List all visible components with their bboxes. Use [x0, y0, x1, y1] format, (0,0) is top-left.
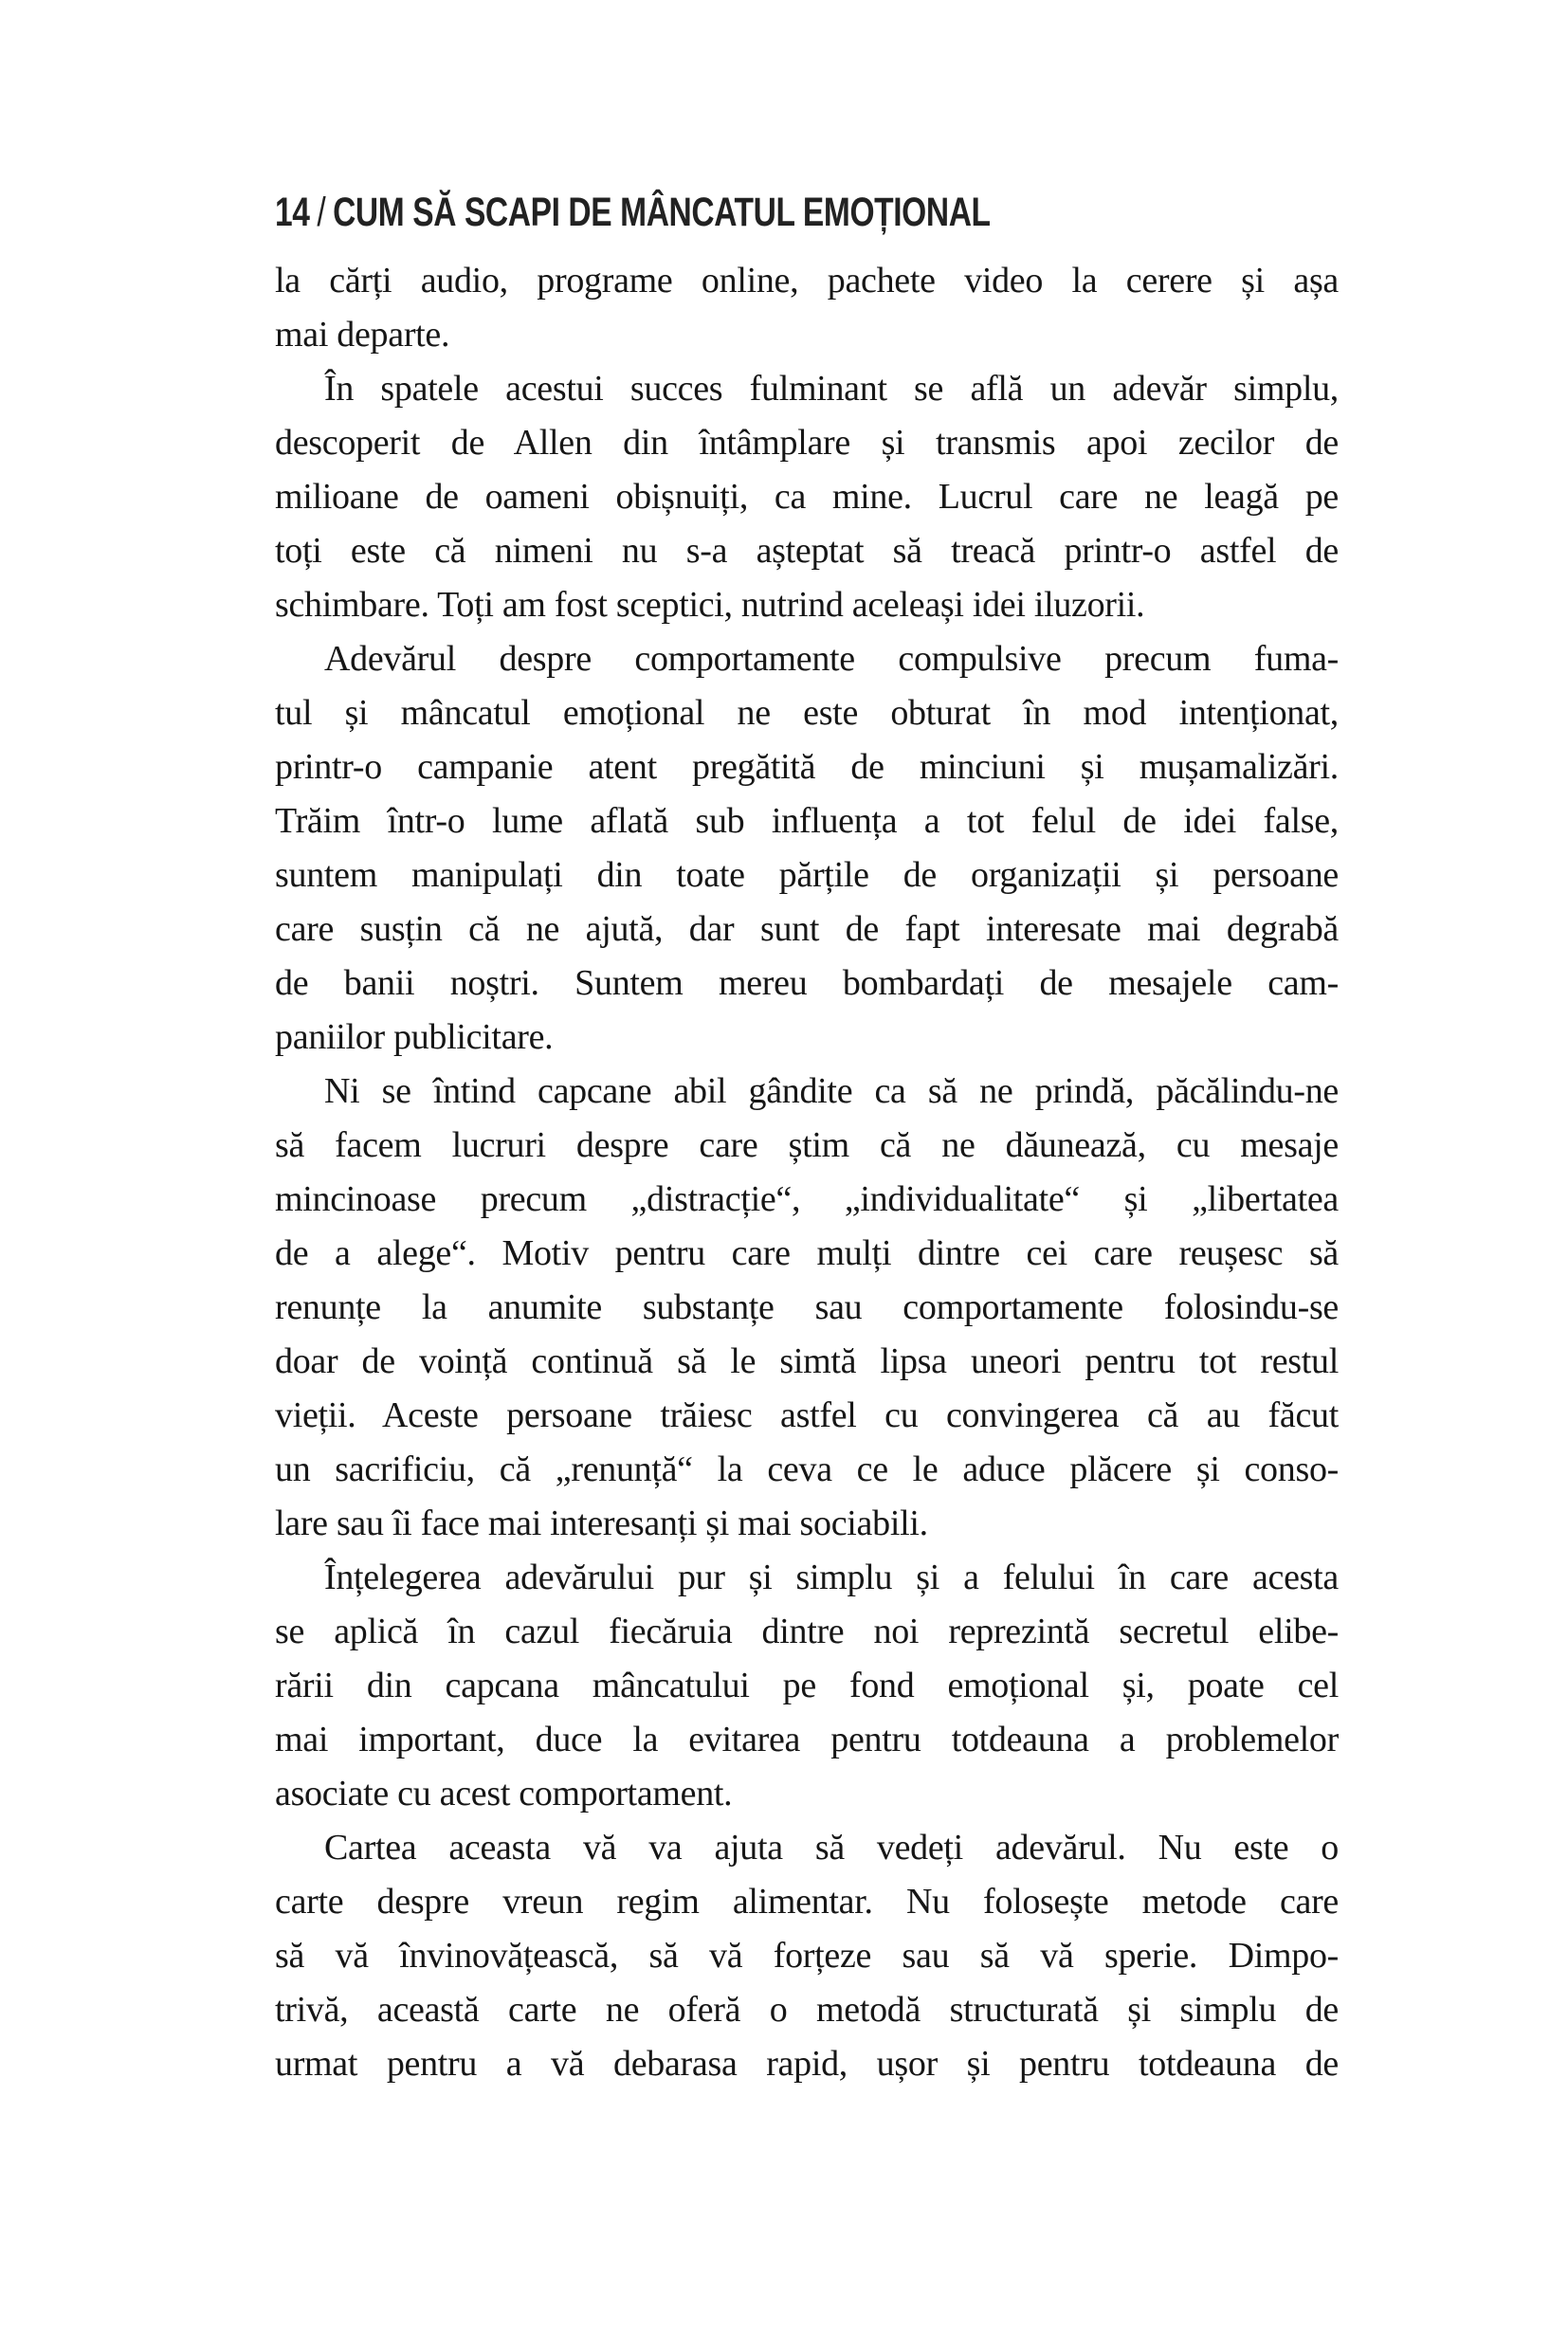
page-number: 14: [275, 190, 310, 235]
text-line: Ni se întind capcane abil gândite ca să ne prindă, păcălindu-ne: [324, 1071, 1339, 1111]
paragraph: [275, 254, 1339, 362]
text-line: de a alege“. Motiv pentru care mulți dintre cei care reușesc să: [275, 1233, 1339, 1273]
text-line: un sacrificiu, că „renunță“ la ceva ce le aduce plăcere și conso-: [275, 1449, 1339, 1489]
text-line: lare sau îi face mai interesanți și mai sociabili.: [275, 1504, 928, 1543]
paragraph: [275, 1821, 1339, 2091]
text-line: descoperit de Allen din întâmplare și transmis apoi zecilor de: [275, 423, 1339, 463]
text-line: asociate cu acest comportament.: [275, 1774, 733, 1813]
text-line: rării din capcana mâncatului pe fond emoțional și, poate cel: [275, 1666, 1339, 1705]
text-line: toți este că nimeni nu s-a așteptat să treacă printr-o astfel de: [275, 531, 1339, 571]
text-line: urmat pentru a vă debarasa rapid, ușor și pentru totdeauna de: [275, 2044, 1339, 2084]
text-line: să facem lucruri despre care știm că ne dăunează, cu mesaje: [275, 1125, 1339, 1165]
text-line: milioane de oameni obișnuiți, ca mine. Lucrul care ne leagă pe: [275, 477, 1339, 517]
text-line: care susțin că ne ajută, dar sunt de fapt interesate mai degrabă: [275, 909, 1339, 949]
text-line: În spatele acestui succes fulminant se află un adevăr simplu,: [324, 369, 1339, 409]
text-line: carte despre vreun regim alimentar. Nu folosește metode care: [275, 1882, 1339, 1922]
text-line: mai departe.: [275, 315, 450, 355]
text-line: schimbare. Toți am fost sceptici, nutrind aceleași idei iluzorii.: [275, 585, 1145, 625]
text-line: doar de voință continuă să le simtă lipsa uneori pentru tot restul: [275, 1341, 1339, 1381]
body-text: [275, 254, 1339, 2091]
text-line: Trăim într-o lume aflată sub influența a tot felul de idei false,: [275, 801, 1339, 841]
text-line: mincinoase precum „distracție“, „individualitate“ și „libertatea: [275, 1179, 1339, 1219]
text-line: trivă, această carte ne oferă o metodă structurată și simplu de: [275, 1990, 1339, 2030]
running-header: [275, 190, 991, 236]
text-line: la cărți audio, programe online, pachete video la cerere și așa: [275, 261, 1339, 301]
text-line: Adevărul despre comportamente compulsive precum fuma-: [324, 639, 1339, 679]
text-line: Înțelegerea adevărului pur și simplu și a felului în care acesta: [324, 1558, 1339, 1597]
text-line: suntem manipulați din toate părțile de organizații și persoane: [275, 855, 1339, 895]
text-line: vieții. Aceste persoane trăiesc astfel cu convingerea că au făcut: [275, 1395, 1339, 1435]
header-separator: /: [317, 190, 326, 235]
text-line: de banii noștri. Suntem mereu bombardați de mesajele cam-: [275, 963, 1339, 1003]
text-line: printr-o campanie atent pregătită de minciuni și mușamalizări.: [275, 747, 1339, 787]
text-line: se aplică în cazul fiecăruia dintre noi reprezintă secretul elibe-: [275, 1612, 1339, 1651]
header-title: CUM SĂ SCAPI DE MÂNCATUL EMOȚIONAL: [333, 190, 991, 235]
paragraph: [275, 632, 1339, 1065]
text-line: Cartea aceasta vă va ajuta să vedeți adevărul. Nu este o: [324, 1828, 1339, 1868]
paragraph: [275, 362, 1339, 632]
text-line: mai important, duce la evitarea pentru totdeauna a problemelor: [275, 1720, 1339, 1759]
text-line: să vă învinovățească, să vă forțeze sau să vă sperie. Dimpo-: [275, 1936, 1339, 1976]
text-line: tul și mâncatul emoțional ne este obturat în mod intenționat,: [275, 693, 1339, 733]
text-line: renunțe la anumite substanțe sau comportamente folosindu-se: [275, 1287, 1339, 1327]
paragraph: [275, 1551, 1339, 1821]
text-line: paniilor publicitare.: [275, 1017, 554, 1057]
paragraph: [275, 1065, 1339, 1551]
